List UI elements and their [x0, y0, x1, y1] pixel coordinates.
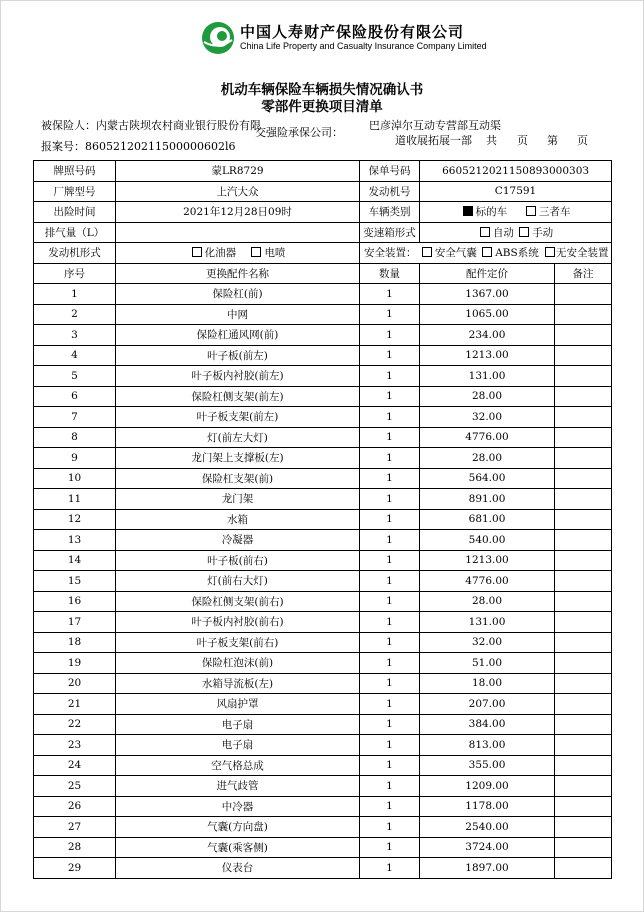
part-remark-cell [555, 284, 612, 305]
part-quantity-cell: 1 [360, 632, 420, 653]
part-name-cell: 保险杠侧支架(前左) [116, 386, 360, 407]
part-remark-cell [555, 468, 612, 489]
part-quantity-cell: 1 [360, 694, 420, 715]
part-quantity-cell: 1 [360, 714, 420, 735]
part-price-cell: 1213.00 [420, 345, 555, 366]
part-quantity-cell: 1 [360, 837, 420, 858]
part-price-cell: 4776.00 [420, 571, 555, 592]
vehicle-row [34, 181, 612, 202]
part-price-cell: 540.00 [420, 530, 555, 551]
engine-form-option-efi: 电喷 [264, 247, 286, 260]
part-remark-cell [555, 304, 612, 325]
checkbox-icon [251, 247, 261, 257]
plate-label: 牌照号码 [34, 161, 116, 182]
part-price-cell: 681.00 [420, 509, 555, 530]
part-index-cell: 17 [34, 612, 116, 633]
policy-value: 660521202115089300030З [420, 161, 612, 182]
part-name-cell: 叶子板内衬胶(前右) [116, 612, 360, 633]
table-row [34, 694, 612, 715]
part-remark-cell [555, 325, 612, 346]
part-quantity-cell: 1 [360, 817, 420, 838]
part-name-cell: 灯(前左大灯) [116, 427, 360, 448]
part-quantity-cell: 1 [360, 386, 420, 407]
vehicle-row [34, 202, 612, 223]
column-header-index: 序号 [34, 263, 116, 284]
part-remark-cell [555, 530, 612, 551]
table-row [34, 735, 612, 756]
part-quantity-cell: 1 [360, 448, 420, 469]
table-row [34, 714, 612, 735]
vehicle-category-options [420, 202, 612, 223]
table-row [34, 673, 612, 694]
checkbox-icon [422, 247, 432, 257]
part-name-cell: 电子扇 [116, 714, 360, 735]
part-price-cell: 4776.00 [420, 427, 555, 448]
vehicle-row [34, 222, 612, 243]
part-price-cell: 813.00 [420, 735, 555, 756]
safety-option-none: 无安全装置 [556, 247, 609, 260]
part-name-cell: 叶子板支架(前右) [116, 632, 360, 653]
part-index-cell: 5 [34, 366, 116, 387]
part-quantity-cell: 1 [360, 796, 420, 817]
table-row [34, 304, 612, 325]
part-index-cell: 23 [34, 735, 116, 756]
part-index-cell: 21 [34, 694, 116, 715]
part-name-cell: 灯(前右大灯) [116, 571, 360, 592]
part-price-cell: 51.00 [420, 653, 555, 674]
part-remark-cell [555, 858, 612, 879]
part-quantity-cell: 1 [360, 735, 420, 756]
part-quantity-cell: 1 [360, 653, 420, 674]
part-remark-cell [555, 612, 612, 633]
part-price-cell: 1065.00 [420, 304, 555, 325]
part-index-cell: 10 [34, 468, 116, 489]
part-index-cell: 4 [34, 345, 116, 366]
part-name-cell: 电子扇 [116, 735, 360, 756]
part-price-cell: 384.00 [420, 714, 555, 735]
checkbox-icon [519, 227, 529, 237]
part-remark-cell [555, 817, 612, 838]
vehicle-info-section [34, 161, 612, 284]
page-unit-1: 页 [517, 134, 528, 147]
part-remark-cell [555, 694, 612, 715]
part-remark-cell [555, 407, 612, 428]
part-remark-cell [555, 386, 612, 407]
part-index-cell: 26 [34, 796, 116, 817]
engine-form-options [116, 243, 360, 264]
part-index-cell: 3 [34, 325, 116, 346]
accident-date-label: 出险时间 [34, 202, 116, 223]
part-quantity-cell: 1 [360, 612, 420, 633]
part-index-cell: 6 [34, 386, 116, 407]
table-row [34, 550, 612, 571]
table-row [34, 386, 612, 407]
engine-no-label: 发动机号 [360, 181, 420, 202]
part-price-cell: 891.00 [420, 489, 555, 510]
table-row [34, 366, 612, 387]
parts-table [33, 160, 612, 879]
table-row [34, 509, 612, 530]
ci-insurer-label: 交强险承保公司： [255, 126, 343, 139]
part-name-cell: 保险杠侧支架(前右) [116, 591, 360, 612]
company-logo [200, 20, 487, 56]
part-price-cell: 1209.00 [420, 776, 555, 797]
checkbox-icon [545, 247, 555, 257]
page-unit-2: 页 [577, 134, 588, 147]
checkbox-icon [526, 206, 536, 216]
part-price-cell: 1367.00 [420, 284, 555, 305]
part-remark-cell [555, 427, 612, 448]
plate-value: 蒙LR8729 [116, 161, 360, 182]
table-row [34, 612, 612, 633]
part-name-cell: 保险杠通风网(前) [116, 325, 360, 346]
vehicle-category-label: 车辆类别 [360, 202, 420, 223]
part-name-cell: 叶子板(前左) [116, 345, 360, 366]
part-price-cell: 3724.00 [420, 837, 555, 858]
part-quantity-cell: 1 [360, 366, 420, 387]
safety-option-abs: ABS系统 [495, 247, 539, 260]
part-index-cell: 11 [34, 489, 116, 510]
part-name-cell: 保险杠泡沫(前) [116, 653, 360, 674]
part-name-cell: 水箱导流板(左) [116, 673, 360, 694]
part-index-cell: 13 [34, 530, 116, 551]
part-index-cell: 22 [34, 714, 116, 735]
part-quantity-cell: 1 [360, 530, 420, 551]
part-remark-cell [555, 735, 612, 756]
gearbox-option-auto: 自动 [492, 226, 514, 239]
part-quantity-cell: 1 [360, 858, 420, 879]
table-row [34, 468, 612, 489]
part-remark-cell [555, 714, 612, 735]
part-remark-cell [555, 796, 612, 817]
part-name-cell: 保险杠支架(前) [116, 468, 360, 489]
checkbox-icon [482, 247, 492, 257]
part-price-cell: 207.00 [420, 694, 555, 715]
part-index-cell: 12 [34, 509, 116, 530]
part-remark-cell [555, 591, 612, 612]
part-quantity-cell: 1 [360, 755, 420, 776]
table-row [34, 653, 612, 674]
part-index-cell: 18 [34, 632, 116, 653]
part-quantity-cell: 1 [360, 489, 420, 510]
part-name-cell: 气囊(乘客侧) [116, 837, 360, 858]
part-name-cell: 叶子板(前右) [116, 550, 360, 571]
part-price-cell: 32.00 [420, 407, 555, 428]
document-subtitle: 零部件更换项目清单 [261, 99, 383, 115]
part-remark-cell [555, 345, 612, 366]
engine-no-value: C17591 [420, 181, 612, 202]
part-name-cell: 中网 [116, 304, 360, 325]
column-header-quantity: 数量 [360, 263, 420, 284]
part-index-cell: 2 [34, 304, 116, 325]
part-name-cell: 龙门架 [116, 489, 360, 510]
company-name-cn: 中国人寿财产保险股份有限公司 [240, 23, 465, 41]
safety-options [360, 243, 612, 264]
part-index-cell: 25 [34, 776, 116, 797]
part-quantity-cell: 1 [360, 468, 420, 489]
category-option-third-party: 三者车 [538, 206, 571, 219]
vehicle-row [34, 243, 612, 264]
column-header-price: 配件定价 [420, 263, 555, 284]
table-row [34, 448, 612, 469]
displacement-value [116, 222, 360, 243]
table-row [34, 571, 612, 592]
page-label: 第 [547, 134, 558, 147]
ci-insurer-value-line2: 道收展拓展一部 [395, 134, 472, 147]
part-name-cell: 叶子板支架(前左) [116, 407, 360, 428]
part-quantity-cell: 1 [360, 284, 420, 305]
part-quantity-cell: 1 [360, 571, 420, 592]
part-price-cell: 2540.00 [420, 817, 555, 838]
part-price-cell: 355.00 [420, 755, 555, 776]
safety-option-airbag: 安全气囊 [434, 247, 477, 260]
part-remark-cell [555, 673, 612, 694]
table-row [34, 858, 612, 879]
vehicle-row [34, 161, 612, 182]
safety-label: 安全装置： [364, 247, 417, 260]
part-remark-cell [555, 571, 612, 592]
gearbox-label: 变速箱形式 [360, 222, 420, 243]
part-quantity-cell: 1 [360, 550, 420, 571]
page-total-label: 共 [486, 134, 497, 147]
part-price-cell: 28.00 [420, 386, 555, 407]
table-row [34, 407, 612, 428]
part-index-cell: 15 [34, 571, 116, 592]
part-name-cell: 保险杠(前) [116, 284, 360, 305]
part-index-cell: 24 [34, 755, 116, 776]
report-number: 报案号：86052120211500000602l6 [41, 140, 236, 153]
table-row [34, 796, 612, 817]
table-row [34, 489, 612, 510]
table-row [34, 837, 612, 858]
part-index-cell: 7 [34, 407, 116, 428]
part-quantity-cell: 1 [360, 407, 420, 428]
part-name-cell: 叶子板内衬胶(前左) [116, 366, 360, 387]
part-quantity-cell: 1 [360, 591, 420, 612]
company-name-en: China Life Property and Casualty Insurance Company Limited [240, 41, 487, 51]
engine-form-option-carburetor: 化油器 [204, 247, 237, 260]
table-row [34, 632, 612, 653]
part-index-cell: 27 [34, 817, 116, 838]
part-price-cell: 1897.00 [420, 858, 555, 879]
part-index-cell: 1 [34, 284, 116, 305]
table-row [34, 345, 612, 366]
china-life-logo-icon [200, 20, 236, 56]
part-index-cell: 28 [34, 837, 116, 858]
part-remark-cell [555, 489, 612, 510]
column-header-part-name: 更换配件名称 [116, 263, 360, 284]
ci-insurer-value: 巴彦淖尔互动专营部互动渠 [369, 119, 501, 132]
part-quantity-cell: 1 [360, 427, 420, 448]
gearbox-option-manual: 手动 [532, 226, 554, 239]
part-name-cell: 仪表台 [116, 858, 360, 879]
checkbox-icon [480, 227, 490, 237]
accident-date-value: 2021年12月28日09时 [116, 202, 360, 223]
table-row [34, 284, 612, 305]
part-price-cell: 32.00 [420, 632, 555, 653]
part-remark-cell [555, 837, 612, 858]
gearbox-options [420, 222, 612, 243]
policy-label: 保单号码 [360, 161, 420, 182]
table-row [34, 817, 612, 838]
parts-list [34, 284, 612, 879]
part-quantity-cell: 1 [360, 776, 420, 797]
part-name-cell: 进气歧管 [116, 776, 360, 797]
part-remark-cell [555, 776, 612, 797]
part-price-cell: 234.00 [420, 325, 555, 346]
part-name-cell: 冷凝器 [116, 530, 360, 551]
part-name-cell: 水箱 [116, 509, 360, 530]
table-row [34, 427, 612, 448]
table-row [34, 530, 612, 551]
part-index-cell: 9 [34, 448, 116, 469]
table-row [34, 776, 612, 797]
category-option-own: 标的车 [475, 206, 508, 219]
part-price-cell: 564.00 [420, 468, 555, 489]
part-quantity-cell: 1 [360, 325, 420, 346]
table-row [34, 325, 612, 346]
part-quantity-cell: 1 [360, 673, 420, 694]
checked-box-icon [463, 206, 473, 216]
part-price-cell: 28.00 [420, 591, 555, 612]
part-price-cell: 28.00 [420, 448, 555, 469]
part-index-cell: 14 [34, 550, 116, 571]
checkbox-icon [192, 247, 202, 257]
part-index-cell: 19 [34, 653, 116, 674]
part-quantity-cell: 1 [360, 304, 420, 325]
part-name-cell: 中冷器 [116, 796, 360, 817]
brand-value: 上汽大众 [116, 181, 360, 202]
part-price-cell: 1213.00 [420, 550, 555, 571]
part-index-cell: 16 [34, 591, 116, 612]
part-price-cell: 131.00 [420, 612, 555, 633]
part-remark-cell [555, 755, 612, 776]
part-name-cell: 龙门架上支撑板(左) [116, 448, 360, 469]
part-name-cell: 空气格总成 [116, 755, 360, 776]
part-remark-cell [555, 448, 612, 469]
part-name-cell: 风扇护罩 [116, 694, 360, 715]
part-remark-cell [555, 366, 612, 387]
part-index-cell: 8 [34, 427, 116, 448]
part-name-cell: 气囊(方向盘) [116, 817, 360, 838]
part-quantity-cell: 1 [360, 345, 420, 366]
insured-name: 被保险人：内蒙古陕坝农村商业银行股份有限 [41, 119, 261, 132]
parts-header-row [34, 263, 612, 284]
table-row [34, 755, 612, 776]
part-remark-cell [555, 509, 612, 530]
displacement-label: 排气量（L） [34, 222, 116, 243]
part-price-cell: 1178.00 [420, 796, 555, 817]
part-remark-cell [555, 632, 612, 653]
part-index-cell: 29 [34, 858, 116, 879]
part-remark-cell [555, 550, 612, 571]
part-index-cell: 20 [34, 673, 116, 694]
part-remark-cell [555, 653, 612, 674]
engine-form-label: 发动机形式 [34, 243, 116, 264]
column-header-remark: 备注 [555, 263, 612, 284]
brand-label: 厂牌型号 [34, 181, 116, 202]
part-price-cell: 131.00 [420, 366, 555, 387]
table-row [34, 591, 612, 612]
document-title: 机动车辆保险车辆损失情况确认书 [220, 82, 424, 98]
part-price-cell: 18.00 [420, 673, 555, 694]
part-quantity-cell: 1 [360, 509, 420, 530]
